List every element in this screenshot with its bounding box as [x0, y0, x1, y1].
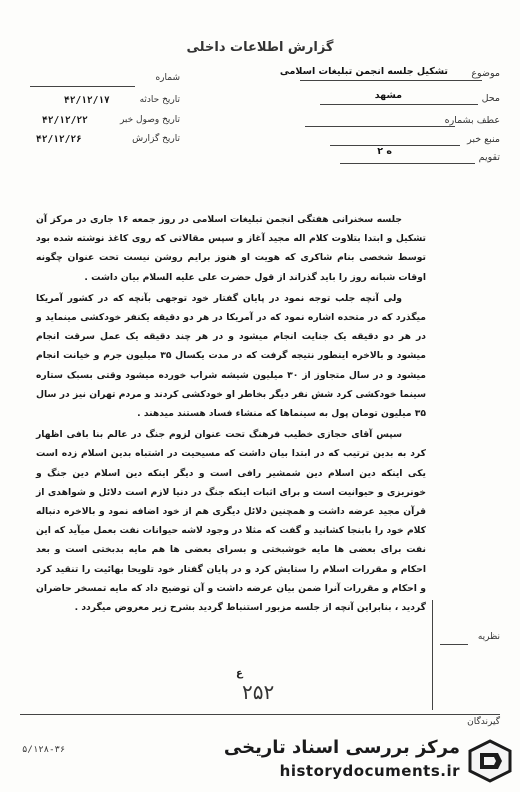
place-rule [320, 104, 478, 105]
body-paragraph: ولی آنچه جلب توجه نمود در پایان گفتار خود توجهی بآنچه که در کشور آمریکا میگذرد که در متحده اشاره نمود که در آمریکا در هر دو دقیقه یکنفر خودکشی مینماید و در هر دو دقیقه یک جنایت انجام میشود و در هر چند دقیقه یک عمل سرقت انجام میشود و بالاخره اینطور نتیجه گرفت که در مدت یکسال ۳۵ میلیون جرم و خیانت انجام میشود و در سال متجاوز از ۳۰ میلیون شیشه شراب خورده میشود وقتی بسبک ستاره سینما خودکشی کرد شش نفر دیگر بخاطر او خودکشی کردند و مردم تهران نیز در سال ۳۵ میلیون تومان پول به سینماها که منشاء فساد هستند میدهند . [36, 292, 426, 420]
place-value: مشهد [374, 90, 402, 101]
event-date-row [30, 95, 180, 109]
body-paragraph: جلسه سخنرانی هفتگی انجمن تبلیغات اسلامی در روز جمعه ۱۶ جاری در مرکز آن تشکیل و ابتدا بتلاوت کلام اله مجید آغاز و سپس مقالاتی که روی کاغذ نوشته شده بود توسط شخصی بنام شاکری که هویت او هنوز برایم روشن نیست تحت عنوان چگونه اوقات شبانه روز را باید گذراند از قول حضرت علی علیه السلام بیان داشت . [36, 214, 426, 283]
number-row [30, 73, 180, 87]
number-label: شماره [155, 73, 180, 83]
rating-label: تقویم [478, 152, 500, 163]
report-date-value: ۴۲/۱۲/۲۶ [36, 134, 82, 145]
source-label: منبع خبر [467, 134, 500, 145]
archive-watermark [223, 735, 518, 787]
rating-rule [340, 163, 475, 164]
recipients-label: گیرندگان [467, 717, 500, 727]
receipt-date-row [30, 115, 180, 129]
source-rule [330, 145, 460, 146]
page-number: ۲۵۲ [242, 680, 275, 704]
report-date-label: تاریخ گزارش [132, 134, 180, 144]
rating-value: ه ۲ [377, 146, 392, 157]
footer-rule [20, 714, 500, 715]
event-date-value: ۴۲/۱۲/۱۷ [64, 95, 110, 106]
number-rule [30, 86, 135, 87]
report-date-row [30, 134, 180, 148]
event-date-label: تاریخ حادثه [139, 95, 180, 105]
document-title: گزارش اطلاعات داخلی [186, 40, 334, 55]
body-paragraph: سپس آقای حجازی خطیب فرهنگ تحت عنوان لزوم جنگ در عالم بنا بافی اظهار کرد به بدین ترتیب که در ابتدا بیان داشت که مسیحیت در اشتباه بدین اسلام زده است یکی اینکه دین اسلام دین شمشیر رافی است و دیگر اینکه دین اسلام دین جنگ و خونریزی و حیوانیت است و برای اثبات اینکه جنگ در دنیا لازم است دلائل و شواهدی از قرآن مجید عرضه داشت و همچنین دلائل دیگری هم از خود اضافه نمود و بالاخره دنباله کلام خود را بابنجا کشانید و گفت که مثلا در وجود لاشه حیوانات نفت بعمل میآید که این نفت برای بعضی ها مایه خوشبختی و بسرای بعضی ها هم مایه بدبختی است و بعد احکام و مقررات اسلام را ستایش کرد و در پایان گفتار خود تلویحا بهائیت را تنقید کرد و احکام و مقررات آنرا ضمن بیان عرضه داشت و آن توضیح داد که مایه تمسخر حاضران گردید ، بنابراین آنچه از جلسه مزبور استنباط گردید بشرح زیر معروض میگردد . [36, 429, 426, 614]
comment-label: نظریه [477, 632, 500, 642]
document-code: ۵/۱۲۸-۳۶ [22, 745, 66, 755]
comment-rule [440, 644, 468, 645]
watermark-url: historydocuments.ir [279, 762, 460, 780]
subject-label: موضوع [471, 68, 500, 79]
ref-rule [305, 126, 455, 127]
subject-rule [300, 80, 482, 81]
subject-value: تشکیل جلسه انجمن تبلیغات اسلامی [279, 66, 448, 77]
receipt-date-value: ۴۲/۱۲/۲۲ [42, 115, 88, 126]
watermark-title: مرکز بررسی اسناد تاریخی [223, 737, 460, 758]
signature-mark: ع [236, 668, 243, 679]
archive-logo-icon [466, 739, 514, 783]
comment-divider [432, 600, 433, 710]
place-label: محل [481, 93, 500, 104]
ref-label: عطف بشماره [444, 115, 500, 126]
receipt-date-label: تاریخ وصول خبر [119, 115, 180, 125]
report-body [36, 210, 426, 617]
